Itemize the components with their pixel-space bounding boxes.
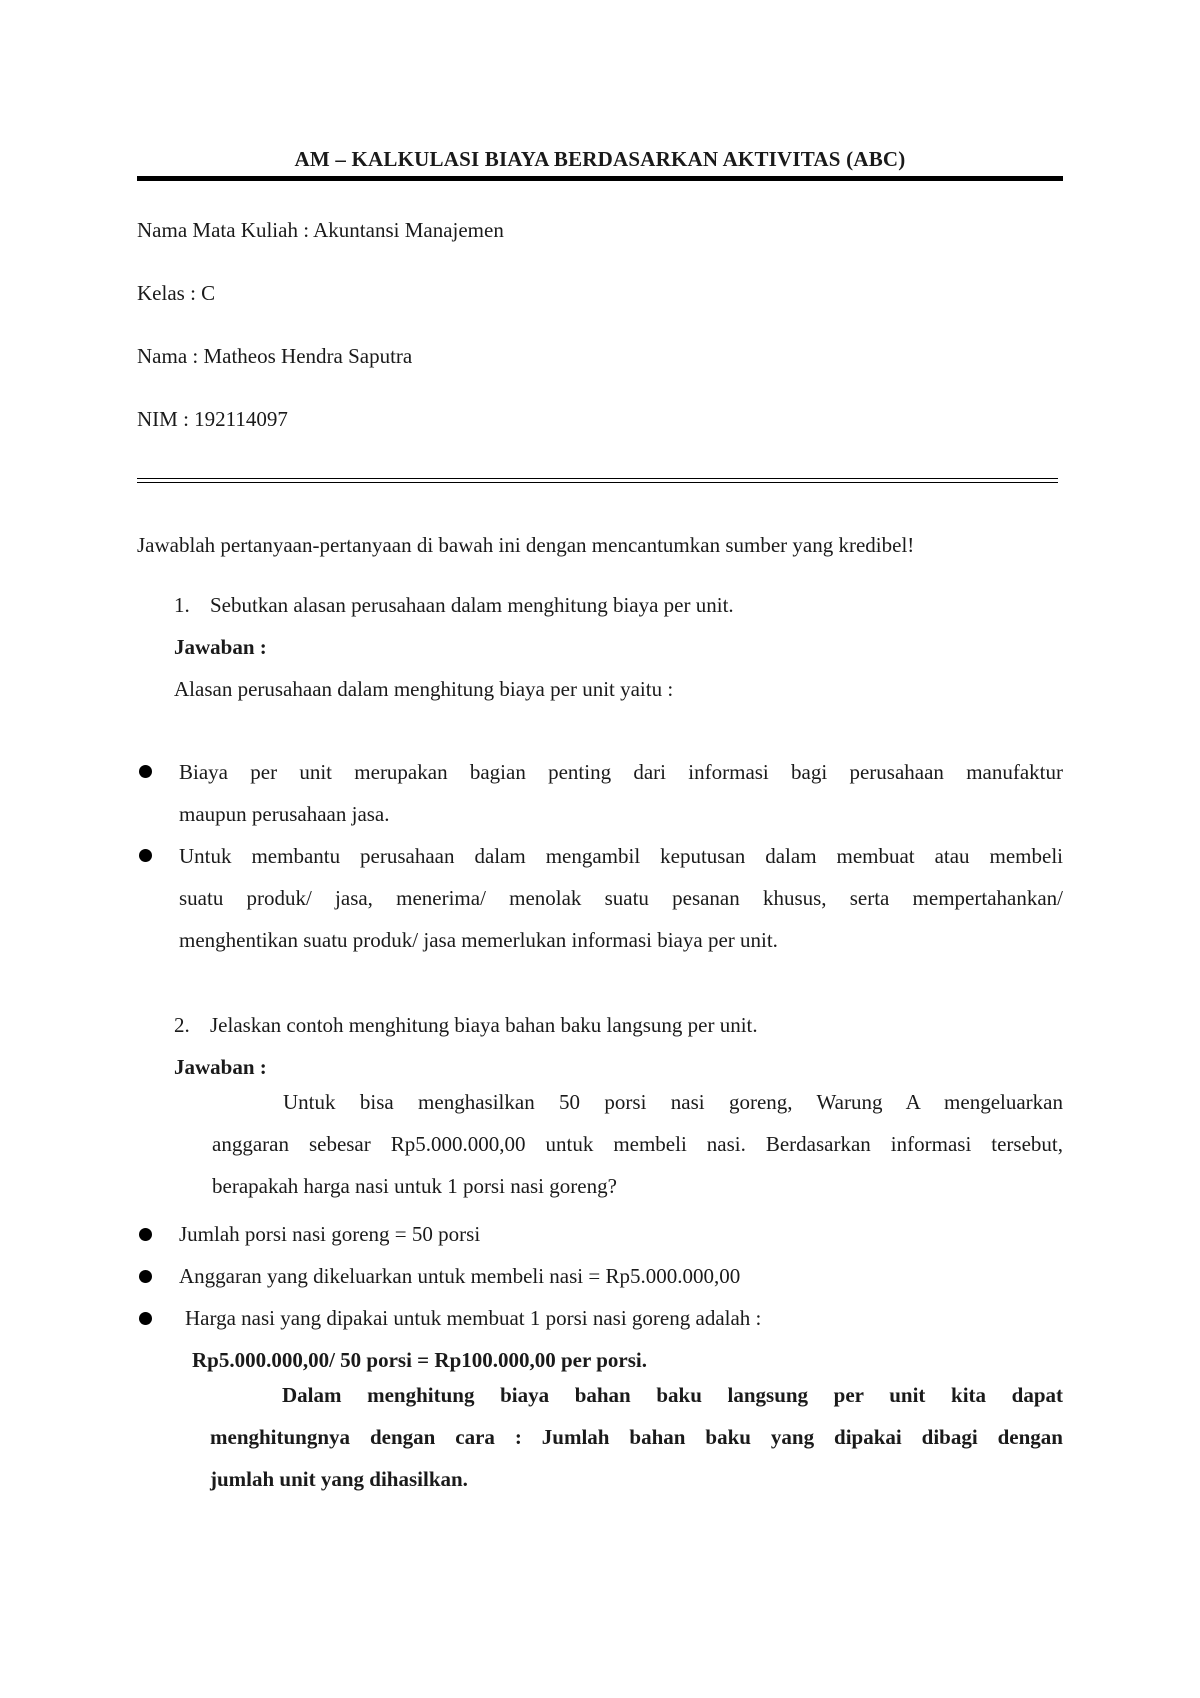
course-name: Nama Mata Kuliah : Akuntansi Manajemen (137, 218, 504, 242)
q1-answer-label: Jawaban : (174, 635, 267, 659)
q2-bullet3: Harga nasi yang dipakai untuk membuat 1 porsi nasi goreng adalah : (185, 1306, 762, 1330)
q1-number: 1. (174, 593, 190, 617)
q2-example: Untuk bisa menghasilkan 50 porsi nasi goreng, Warung A mengeluarkan anggaran sebesar Rp5.000.000,00 untuk membeli nasi. Berdasarkan informasi tersebut, berapakah harga nasi untuk 1 porsi nasi goreng? (212, 1090, 1063, 1198)
bullet-icon (139, 765, 152, 778)
instructions: Jawablah pertanyaan-pertanyaan di bawah ini dengan mencantumkan sumber yang kredibel! (137, 533, 915, 557)
q1-bullet1: Biaya per unit merupakan bagian penting dari informasi bagi perusahaan manufaktur maupun perusahaan jasa. (179, 760, 1063, 826)
section-divider (137, 478, 1058, 483)
q2-bullet1: Jumlah porsi nasi goreng = 50 porsi (179, 1222, 481, 1246)
q1-question: Sebutkan alasan perusahaan dalam menghitung biaya per unit. (210, 593, 734, 617)
q1-bullet2: Untuk membantu perusahaan dalam mengambil keputusan dalam membuat atau membeli suatu produk/ jasa, menerima/ menolak suatu pesanan khusus, serta mempertahankan/ menghentikan suatu produk/ jasa memerlukan informasi biaya per unit. (179, 844, 1063, 952)
title-underline (137, 176, 1063, 181)
document-title: AM – KALKULASI BIAYA BERDASARKAN AKTIVITAS (ABC) (294, 147, 906, 171)
student-nim: NIM : 192114097 (137, 407, 288, 431)
q2-conclusion: Dalam menghitung biaya bahan baku langsung per unit kita dapat menghitungnya dengan cara : Jumlah bahan baku yang dipakai dibagi dengan jumlah unit yang dihasilkan. (210, 1383, 1063, 1491)
q2-answer-label: Jawaban : (174, 1055, 267, 1079)
q2-number: 2. (174, 1013, 190, 1037)
bullet-icon (139, 1312, 152, 1325)
bullet-icon (139, 1228, 152, 1241)
q2-bullet2: Anggaran yang dikeluarkan untuk membeli nasi = Rp5.000.000,00 (179, 1264, 741, 1288)
q2-question: Jelaskan contoh menghitung biaya bahan baku langsung per unit. (210, 1013, 758, 1037)
bullet-icon (139, 1270, 152, 1283)
class-info: Kelas : C (137, 281, 216, 305)
q1-intro: Alasan perusahaan dalam menghitung biaya per unit yaitu : (174, 677, 674, 701)
student-name: Nama : Matheos Hendra Saputra (137, 344, 413, 368)
q2-result: Rp5.000.000,00/ 50 porsi = Rp100.000,00 per porsi. (192, 1348, 647, 1372)
bullet-icon (139, 849, 152, 862)
